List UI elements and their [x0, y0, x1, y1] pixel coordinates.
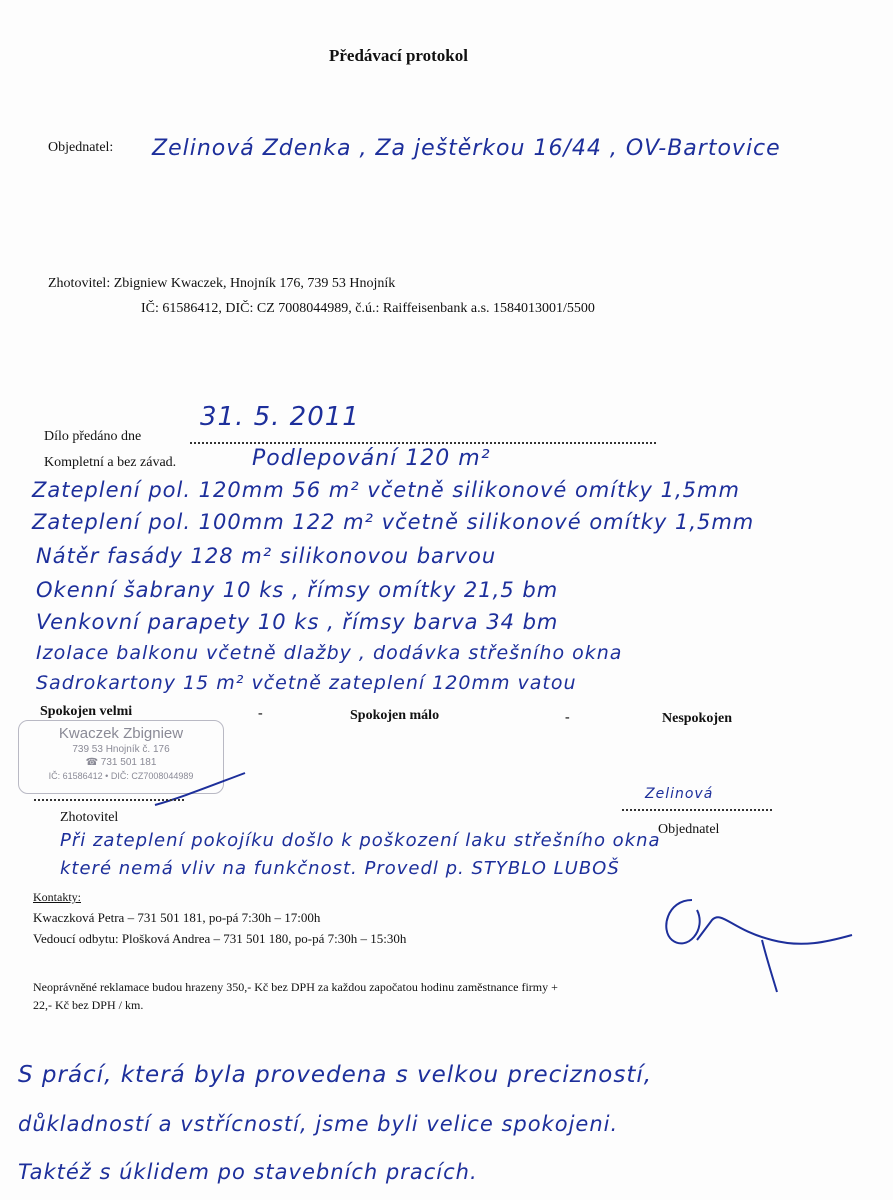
stamp-ids: IČ: 61586412 • DIČ: CZ7008044989 — [48, 771, 194, 781]
contractor-signature-label: Zhotovitel — [60, 810, 119, 825]
document-title: Předávací protokol — [329, 46, 468, 65]
stamp-name: Kwaczek Zbigniew — [58, 725, 184, 742]
work-item: Podlepování 120 m² — [252, 446, 491, 471]
client-signature-line — [622, 808, 772, 811]
work-item: Venkovní parapety 10 ks , římsy barva 34 bm — [36, 610, 559, 634]
client-handwritten: Zelinová Zdenka , Za ještěrkou 16/44 , OV-Bartovice — [152, 136, 781, 161]
rating-not-satisfied: Nespokojen — [662, 711, 733, 726]
work-item: Zateplení pol. 120mm 56 m² včetně silikonové omítky 1,5mm — [32, 478, 740, 502]
stamp-address: 739 53 Hnojník č. 176 — [72, 744, 170, 755]
client-label: Objednatel: — [48, 140, 114, 155]
disclaimer-line-1: Neoprávněné reklamace budou hrazeny 350,- Kč bez DPH za každou započatou hodinu zaměstnance firmy + — [33, 980, 558, 994]
rating-separator: - — [565, 710, 570, 725]
comment-line-3: Taktéž s úklidem po stavebních pracích. — [18, 1160, 478, 1184]
stamp-phone: ☎ 731 501 181 — [85, 757, 157, 768]
contact-line-1: Kwaczková Petra – 731 501 181, po-pá 7:30h – 17:00h — [33, 910, 321, 925]
contractor-line-1: Zhotovitel: Zbigniew Kwaczek, Hnojník 176, 739 53 Hnojník — [48, 276, 396, 291]
work-item: Sadrokartony 15 m² včetně zateplení 120mm vatou — [36, 672, 577, 694]
work-item: Nátěr fasády 128 m² silikonovou barvou — [36, 544, 497, 568]
comment-line-2: důkladností a vstřícností, jsme byli velice spokojeni. — [18, 1112, 619, 1136]
complete-label: Kompletní a bez závad. — [44, 455, 177, 470]
contractor-signature — [150, 770, 250, 810]
damage-note-line-2: které nemá vliv na funkčnost. Provedl p. STYBLO LUBOŠ — [60, 858, 620, 879]
contacts-heading: Kontakty: — [33, 890, 81, 904]
contractor-signature-line — [34, 798, 184, 801]
client-signature-label: Objednatel — [658, 822, 720, 837]
handover-date-label: Dílo předáno dne — [44, 429, 142, 444]
handover-date-value: 31. 5. 2011 — [200, 402, 360, 432]
contact-line-2: Vedoucí odbytu: Plošková Andrea – 731 501 180, po-pá 7:30h – 15:30h — [33, 931, 407, 946]
damage-note-line-1: Při zateplení pokojíku došlo k poškození laku střešního okna — [60, 830, 661, 851]
contractor-line-2: IČ: 61586412, DIČ: CZ 7008044989, č.ú.: Raiffeisenbank a.s. 1584013001/5500 — [141, 301, 595, 316]
client-signature: Zelinová — [645, 786, 714, 802]
rating-little-satisfied: Spokojen málo — [350, 708, 440, 723]
disclaimer-line-2: 22,- Kč bez DPH / km. — [33, 998, 144, 1012]
technician-signature — [652, 880, 862, 1000]
work-item: Okenní šabrany 10 ks , římsy omítky 21,5 bm — [36, 578, 559, 602]
rating-very-satisfied: Spokojen velmi — [40, 704, 133, 719]
rating-separator: - — [258, 706, 263, 721]
comment-line-1: S prácí, která byla provedena s velkou precizností, — [18, 1062, 653, 1088]
work-item: Izolace balkonu včetně dlažby , dodávka střešního okna — [36, 642, 623, 664]
work-item: Zateplení pol. 100mm 122 m² včetně silikonové omítky 1,5mm — [32, 510, 755, 534]
date-dotted-line — [190, 440, 656, 444]
